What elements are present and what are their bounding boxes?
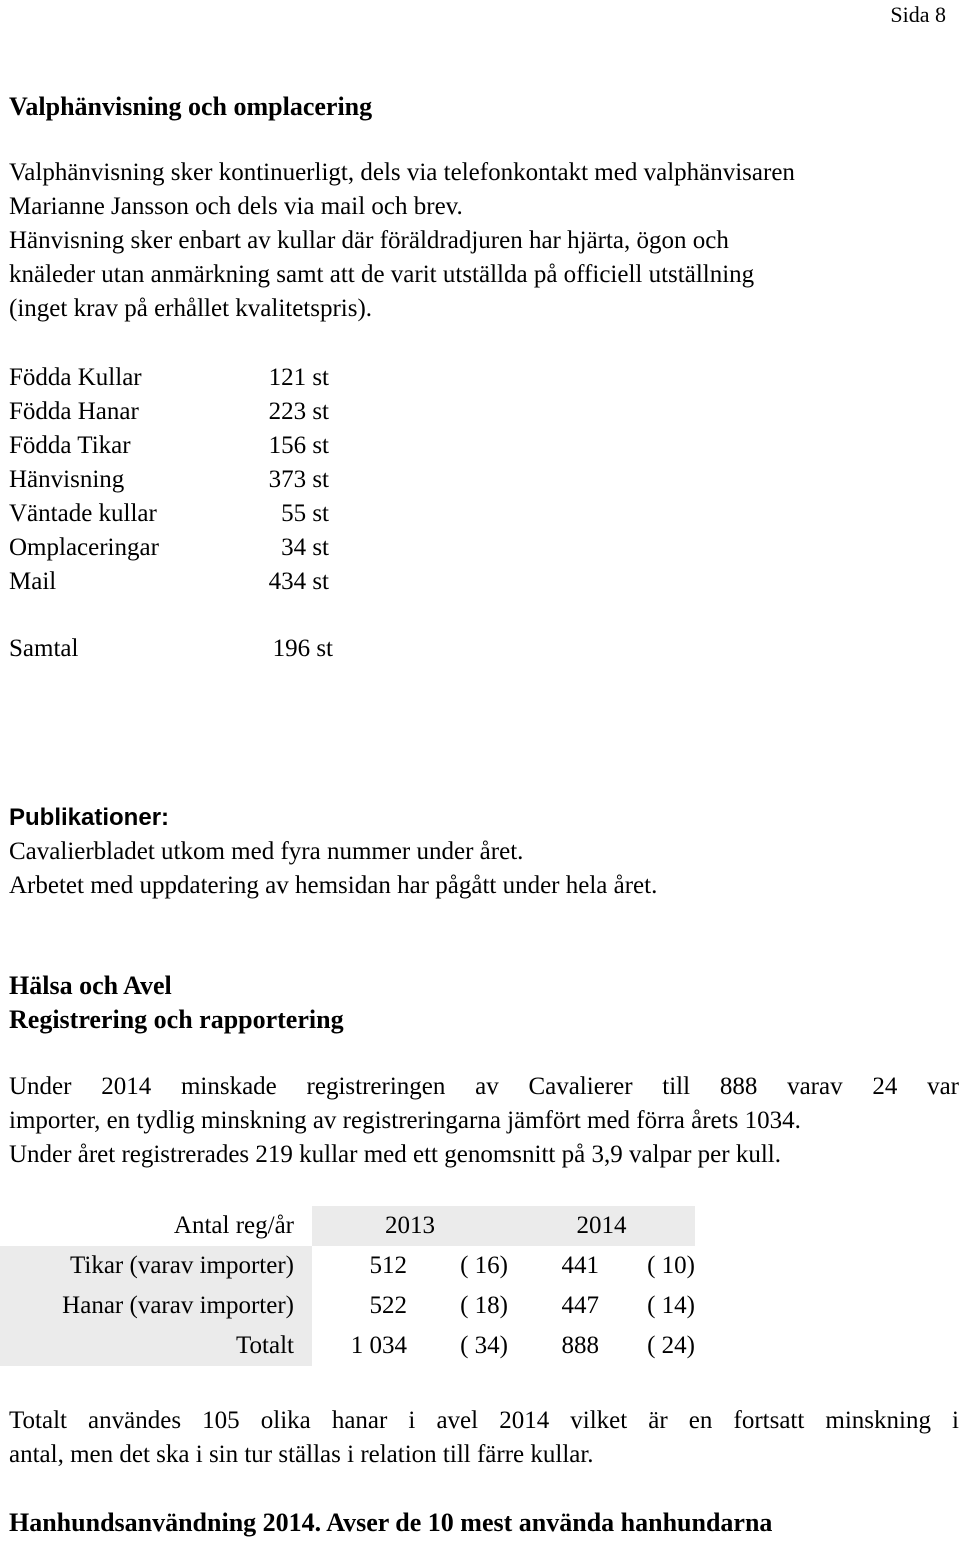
paragraph-line: Totalt användes 105 olika hanar i avel 2014 vilket är en fortsatt minskning i (9, 1407, 959, 1434)
hanar-paragraph (9, 1404, 959, 1472)
table-cell: 522 (369, 1292, 407, 1319)
paragraph-line: Valphänvisning sker kontinuerligt, dels via telefonkontakt med valphänvisaren (9, 159, 795, 186)
table-cell: 512 (369, 1252, 407, 1279)
stat-value: 196 st (272, 635, 333, 662)
table-row (0, 1286, 695, 1326)
stat-label: Födda Hanar (9, 398, 139, 425)
table-row-label: Hanar (varav importer) (0, 1286, 312, 1326)
stat-value: 223 st (268, 398, 329, 425)
table-cell: ( 14) (647, 1292, 695, 1319)
stat-label: Hänvisning (9, 466, 125, 493)
hanhund-heading: Hanhundsanvändning 2014. Avser de 10 mest använda hanhundarna (9, 1508, 773, 1537)
table-cell: ( 24) (647, 1332, 695, 1359)
paragraph-line: Marianne Jansson och dels via mail och brev. (9, 193, 463, 220)
section-title-halsa-avel: Hälsa och Avel (9, 971, 172, 1000)
publications-paragraph (9, 835, 959, 903)
table-row (0, 1246, 695, 1286)
paragraph-line: importer, en tydlig minskning av registreringarna jämfört med förra årets 1034. (9, 1107, 801, 1134)
stat-value: 434 st (268, 568, 329, 595)
paragraph-line: knäleder utan anmärkning samt att de varit utställda på officiell utställning (9, 261, 755, 288)
stat-value: 55 st (281, 500, 329, 527)
stat-label: Samtal (9, 635, 79, 662)
table-cell: ( 16) (460, 1252, 508, 1279)
valphanvisning-paragraph (9, 156, 939, 326)
stat-value: 156 st (268, 432, 329, 459)
table-cell: 447 (561, 1292, 599, 1319)
section-title-valphanvisning: Valphänvisning och omplacering (9, 92, 373, 121)
stat-label: Väntade kullar (9, 500, 157, 527)
table-row-label: Tikar (varav importer) (0, 1246, 312, 1286)
stat-label: Mail (9, 568, 57, 595)
stat-label: Omplaceringar (9, 534, 159, 561)
paragraph-line: Cavalierbladet utkom med fyra nummer under året. (9, 838, 524, 865)
registration-table (0, 1206, 695, 1366)
paragraph-line: antal, men det ska i sin tur ställas i relation till färre kullar. (9, 1441, 594, 1468)
page-number: Sida 8 (890, 2, 946, 27)
paragraph-line: Under året registrerades 219 kullar med ett genomsnitt på 3,9 valpar per kull. (9, 1141, 781, 1168)
table-row-label: Totalt (0, 1326, 312, 1366)
section-subtitle-registrering: Registrering och rapportering (9, 1005, 344, 1034)
table-row (0, 1326, 695, 1366)
registrering-paragraph (9, 1070, 959, 1172)
paragraph-line: (inget krav på erhållet kvalitetspris). (9, 295, 373, 322)
publications-heading: Publikationer: (9, 804, 170, 831)
stat-value: 121 st (268, 364, 329, 391)
paragraph-line: Arbetet med uppdatering av hemsidan har pågått under hela året. (9, 872, 658, 899)
stat-value: 34 st (281, 534, 329, 561)
stat-label: Födda Tikar (9, 432, 131, 459)
table-cell: 1 034 (350, 1332, 407, 1359)
table-cell: 888 (561, 1332, 599, 1359)
table-cell: ( 10) (647, 1252, 695, 1279)
table-cell: ( 18) (460, 1292, 508, 1319)
table-header-year: 2014 (508, 1206, 695, 1246)
table-header-label: Antal reg/år (173, 1212, 294, 1239)
paragraph-line: Under 2014 minskade registreringen av Cavalierer till 888 varav 24 var (9, 1073, 959, 1100)
table-cell: ( 34) (460, 1332, 508, 1359)
stat-label: Födda Kullar (9, 364, 142, 391)
stat-value: 373 st (268, 466, 329, 493)
table-header-year: 2013 (312, 1206, 508, 1246)
table-header-row (0, 1206, 695, 1246)
table-cell: 441 (561, 1252, 599, 1279)
paragraph-line: Hänvisning sker enbart av kullar där föräldradjuren har hjärta, ögon och (9, 227, 729, 254)
